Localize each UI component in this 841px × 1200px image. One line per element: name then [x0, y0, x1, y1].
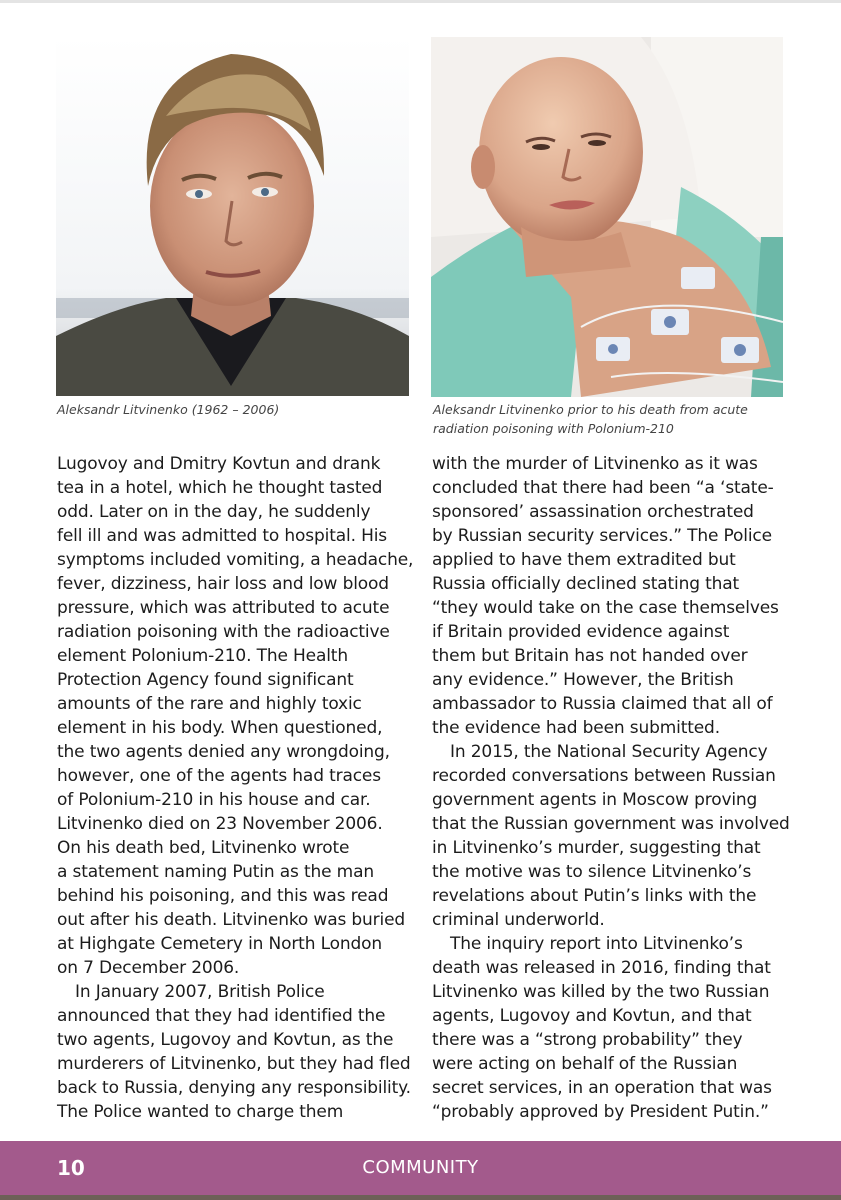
paragraph: In January 2007, British Police announced that they had identified the two agents, Lugovoy and Kovtun, as the murderers of Litvinenko, but they had fled back to Russia, denying any responsibility. The Police wanted to charge them [57, 982, 411, 1122]
paragraph: with the murder of Litvinenko as it was concluded that there had been “a ‘state- sponsored’ assassination orchestrated by Russian security services.” The Police applied to have them extradited but Russia officially declined stating that “they would take on the case themselves if Britain provided evidence against them but Britain has not handed over any evidence.” However, the British ambassador to Russia claimed that all of the evidence had been submitted. [432, 454, 779, 738]
caption-left: Aleksandr Litvinenko (1962 – 2006) [57, 402, 280, 417]
paragraph: The inquiry report into Litvinenko’s death was released in 2016, finding that Litvinenko was killed by the two Russian agents, Lugovoy and Kovtun, and that there was a “strong probability” they were acting on behalf of the Russian secret services, in an operation that was “probably approved by President Putin.” [432, 934, 772, 1122]
paragraph: Lugovoy and Dmitry Kovtun and drank tea in a hotel, which he thought tasted odd. Later on in the day, he suddenly fell ill and was admitted to hospital. His symptoms included vomiting, a headache, fever, dizziness, hair loss and low blood pressure, which was attributed to acute radiation poisoning with the radioactive element Polonium-210. The Health Protection Agency found significant amounts of the rare and highly toxic element in his body. When questioned, the two agents denied any wrongdoing, however, one of the agents had traces of Polonium-210 in his house and car. Litvinenko died on 23 November 2006. On his death bed, Litvinenko wrote a statement naming Putin as the man behind his poisoning, and this was read out after his death. Litvinenko was buried at Highgate Cemetery in North London on 7 December 2006. [57, 454, 414, 978]
article-column-right [432, 452, 792, 1124]
portrait-photo [56, 36, 409, 396]
article-column-left [57, 452, 417, 1124]
footer-bar [0, 1141, 841, 1195]
top-rule [0, 0, 841, 3]
page-number: 10 [57, 1156, 85, 1180]
hospital-photo [431, 37, 783, 397]
bottom-strip [0, 1195, 841, 1200]
section-label: COMMUNITY [362, 1157, 479, 1178]
paragraph: In 2015, the National Security Agency recorded conversations between Russian government agents in Moscow proving that the Russian government was involved in Litvinenko’s murder, suggesting that the motive was to silence Litvinenko’s revelations about Putin’s links with the criminal underworld. [432, 742, 790, 930]
caption-right: Aleksandr Litvinenko prior to his death from acute radiation poisoning with Polonium-210 [433, 402, 748, 436]
